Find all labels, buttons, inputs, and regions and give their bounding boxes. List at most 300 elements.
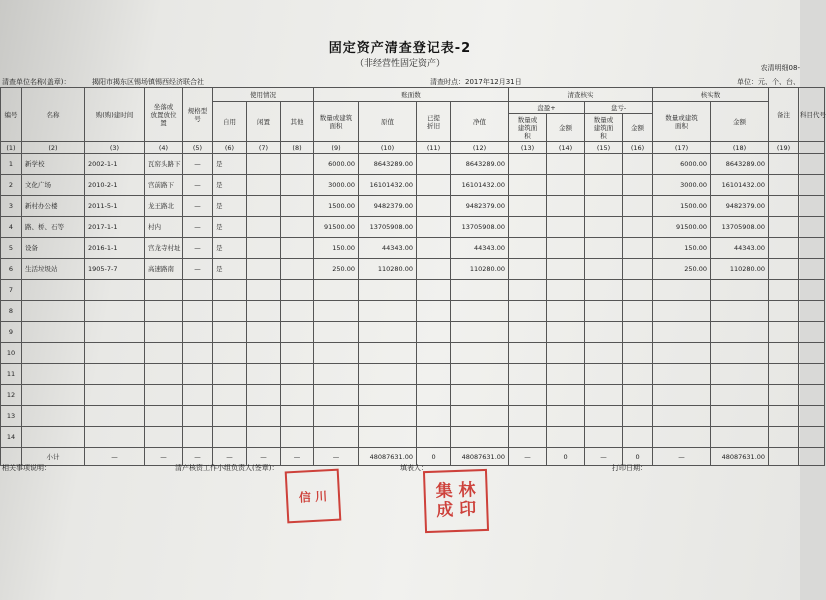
cell-subject <box>799 406 825 427</box>
column-number: (18) <box>711 142 769 154</box>
cell-spec <box>183 322 213 343</box>
cell-orig <box>359 385 417 406</box>
column-number: (15) <box>585 142 623 154</box>
cell-v_amt <box>711 322 769 343</box>
cell-v_amt: 13705908.00 <box>711 217 769 238</box>
cell-c14 <box>585 322 623 343</box>
cell-remark <box>769 427 799 448</box>
cell-c15 <box>623 322 653 343</box>
cell-spec: — <box>183 154 213 175</box>
unit-label: 清查单位名称(盖章)： <box>2 78 71 86</box>
cell: 0 <box>623 448 653 466</box>
cell-subject <box>799 280 825 301</box>
cell-c14 <box>585 427 623 448</box>
cell-subject <box>799 238 825 259</box>
cell-v_area: 6000.00 <box>653 154 711 175</box>
cell-other <box>281 154 314 175</box>
cell-c15 <box>623 238 653 259</box>
cell-spec <box>183 406 213 427</box>
cell: — <box>509 448 547 466</box>
cell-name: 新学校 <box>22 154 85 175</box>
cell-other <box>281 175 314 196</box>
column-number: (16) <box>623 142 653 154</box>
column-number: (3) <box>85 142 145 154</box>
cell-spec <box>183 427 213 448</box>
cell-other <box>281 259 314 280</box>
cell-date: 1905-7-7 <box>85 259 145 280</box>
cell-subject <box>799 301 825 322</box>
subtotal-v-amount: 48087631.00 <box>711 448 769 466</box>
cell-net <box>451 322 509 343</box>
col-header-surplus-amount: 金额 <box>547 114 585 142</box>
cell-idle <box>247 154 281 175</box>
column-number: (2) <box>22 142 85 154</box>
column-number: (13) <box>509 142 547 154</box>
cell-v_area <box>653 406 711 427</box>
cell-spec: — <box>183 259 213 280</box>
cell-date: 2010-2-1 <box>85 175 145 196</box>
cell-c14 <box>585 385 623 406</box>
cell-loc: 高速路南 <box>145 259 183 280</box>
cell-v_area: 3000.00 <box>653 175 711 196</box>
cell-self <box>213 301 247 322</box>
cell-date <box>85 364 145 385</box>
cell-area <box>314 322 359 343</box>
cell-remark <box>769 280 799 301</box>
cell-loc <box>145 322 183 343</box>
cell-c15 <box>623 154 653 175</box>
cell-depr <box>417 322 451 343</box>
cell-c12 <box>509 259 547 280</box>
cell-name: 路、桥、石等 <box>22 217 85 238</box>
col-header-orig: 原值 <box>359 102 417 142</box>
cell-v_area: 1500.00 <box>653 196 711 217</box>
column-number: (4) <box>145 142 183 154</box>
cell-v_amt: 16101432.00 <box>711 175 769 196</box>
column-number: (12) <box>451 142 509 154</box>
cell-loc <box>145 427 183 448</box>
cell-net: 8643289.00 <box>451 154 509 175</box>
cell-c14 <box>585 301 623 322</box>
cell-no: 13 <box>1 406 22 427</box>
cell-no: 10 <box>1 343 22 364</box>
cell-self: 是 <box>213 175 247 196</box>
column-number: (5) <box>183 142 213 154</box>
cell-orig: 8643289.00 <box>359 154 417 175</box>
cell-net: 16101432.00 <box>451 175 509 196</box>
cell-idle <box>247 217 281 238</box>
cell-c13 <box>547 322 585 343</box>
cell-c15 <box>623 427 653 448</box>
column-number: (17) <box>653 142 711 154</box>
col-header-surplus-qty: 数量或 建筑面 积 <box>509 114 547 142</box>
table-row <box>1 385 825 406</box>
cell-other <box>281 343 314 364</box>
table-row <box>1 322 825 343</box>
cell-loc <box>145 280 183 301</box>
table-row <box>1 427 825 448</box>
cell-orig: 44343.00 <box>359 238 417 259</box>
seal-line-2: 成 印 <box>436 499 477 521</box>
cell-area: 3000.00 <box>314 175 359 196</box>
cell-v_area: 250.00 <box>653 259 711 280</box>
column-number: (19) <box>769 142 799 154</box>
cell-c15 <box>623 301 653 322</box>
cell-depr <box>417 196 451 217</box>
cell-date <box>85 322 145 343</box>
cell-c15 <box>623 343 653 364</box>
cell: — <box>314 448 359 466</box>
cell-idle <box>247 322 281 343</box>
leader-sign-label: 清产核资工作小组负责人(签章)： <box>175 464 279 472</box>
col-header-loss-qty: 数量或 建筑面 积 <box>585 114 623 142</box>
cell-subject <box>799 175 825 196</box>
table-row <box>1 217 825 238</box>
cell-v_amt: 110280.00 <box>711 259 769 280</box>
cell-depr <box>417 301 451 322</box>
cell-v_amt <box>711 427 769 448</box>
cell-c12 <box>509 343 547 364</box>
filler-label: 填表人： <box>400 464 428 472</box>
cell-c13 <box>547 154 585 175</box>
unit-name: 揭阳市揭东区锡场镇锡西经济联合社 <box>92 78 204 86</box>
cell-self: 是 <box>213 196 247 217</box>
cell-c14 <box>585 280 623 301</box>
cell-area <box>314 427 359 448</box>
column-number: (10) <box>359 142 417 154</box>
document-title: 固定资产清查登记表-2 <box>328 41 472 56</box>
cell-subject <box>799 343 825 364</box>
cell-c13 <box>547 427 585 448</box>
cell-c13 <box>547 217 585 238</box>
column-number: (1) <box>1 142 22 154</box>
cell-orig: 110280.00 <box>359 259 417 280</box>
cell-net <box>451 427 509 448</box>
cell <box>769 448 799 466</box>
cell-depr <box>417 154 451 175</box>
cell-self <box>213 364 247 385</box>
cell: — <box>653 448 711 466</box>
cell-spec: — <box>183 175 213 196</box>
cell-orig: 13705908.00 <box>359 217 417 238</box>
cell-area: 250.00 <box>314 259 359 280</box>
col-header-book: 账面数 <box>314 88 509 102</box>
audit-date: 清查时点：2017年12月31日 <box>430 78 522 86</box>
cell: — <box>585 448 623 466</box>
cell-c15 <box>623 259 653 280</box>
cell-date: 2016-1-1 <box>85 238 145 259</box>
table-row <box>1 364 825 385</box>
table-row <box>1 238 825 259</box>
cell-spec <box>183 364 213 385</box>
form-code: 农清明细08- <box>760 64 800 72</box>
cell: — <box>247 448 281 466</box>
cell-v_amt <box>711 364 769 385</box>
cell-depr <box>417 175 451 196</box>
cell-self: 是 <box>213 154 247 175</box>
cell-name <box>22 385 85 406</box>
cell-spec <box>183 343 213 364</box>
cell-c14 <box>585 217 623 238</box>
notes-label: 相关事项说明： <box>2 464 51 472</box>
cell-v_area <box>653 301 711 322</box>
column-number: (11) <box>417 142 451 154</box>
cell-c14 <box>585 259 623 280</box>
cell-name <box>22 427 85 448</box>
cell-other <box>281 427 314 448</box>
col-header-other: 其他 <box>281 102 314 142</box>
col-header-verified: 核实数 <box>653 88 769 102</box>
cell-name <box>22 301 85 322</box>
cell-date <box>85 301 145 322</box>
cell-remark <box>769 154 799 175</box>
col-header-self-use: 自用 <box>213 102 247 142</box>
cell-spec <box>183 385 213 406</box>
cell-v_area: 91500.00 <box>653 217 711 238</box>
cell-name <box>22 406 85 427</box>
cell-c14 <box>585 406 623 427</box>
cell-idle <box>247 175 281 196</box>
cell-v_area <box>653 322 711 343</box>
cell-c15 <box>623 364 653 385</box>
cell-c14 <box>585 196 623 217</box>
cell: — <box>183 448 213 466</box>
col-header-v-area: 数量或建筑 面积 <box>653 102 711 142</box>
cell-date <box>85 280 145 301</box>
cell-net <box>451 280 509 301</box>
cell-subject <box>799 217 825 238</box>
cell-c13 <box>547 238 585 259</box>
col-header-audit: 清查核实 <box>509 88 653 102</box>
table-row <box>1 406 825 427</box>
cell-c12 <box>509 364 547 385</box>
cell-subject <box>799 427 825 448</box>
cell-spec: — <box>183 196 213 217</box>
cell-net: 9482379.00 <box>451 196 509 217</box>
seal-stamp-left: 信 川 <box>285 469 342 524</box>
cell-net: 44343.00 <box>451 238 509 259</box>
cell-c12 <box>509 322 547 343</box>
cell-c12 <box>509 196 547 217</box>
cell-c12 <box>509 406 547 427</box>
cell-net <box>451 406 509 427</box>
cell-remark <box>769 364 799 385</box>
col-header-usage: 使用情况 <box>213 88 314 102</box>
cell-date: 2002-1-1 <box>85 154 145 175</box>
subtotal-orig: 48087631.00 <box>359 448 417 466</box>
cell-depr <box>417 385 451 406</box>
cell-other <box>281 217 314 238</box>
cell-area <box>314 406 359 427</box>
subtotal-label: 小计 <box>22 448 85 466</box>
cell-c13 <box>547 301 585 322</box>
cell-remark <box>769 259 799 280</box>
cell-idle <box>247 301 281 322</box>
col-header-v-amount: 金额 <box>711 102 769 142</box>
cell-loc: 龙王路北 <box>145 196 183 217</box>
cell-depr <box>417 406 451 427</box>
cell-date <box>85 343 145 364</box>
cell-date <box>85 385 145 406</box>
cell-v_area <box>653 364 711 385</box>
cell-no: 12 <box>1 385 22 406</box>
cell-no: 14 <box>1 427 22 448</box>
cell-loc <box>145 364 183 385</box>
cell-c15 <box>623 280 653 301</box>
cell-no: 11 <box>1 364 22 385</box>
cell-subject <box>799 385 825 406</box>
cell-other <box>281 385 314 406</box>
subtotal-net: 48087631.00 <box>451 448 509 466</box>
cell <box>799 448 825 466</box>
cell-remark <box>769 406 799 427</box>
col-header-spec: 规格型 号 <box>183 88 213 142</box>
cell-c12 <box>509 280 547 301</box>
document-subtitle: （非经营性固定资产） <box>354 59 445 69</box>
cell-depr <box>417 280 451 301</box>
cell-no: 4 <box>1 217 22 238</box>
cell-v_amt <box>711 385 769 406</box>
cell-loc <box>145 406 183 427</box>
col-header-depr: 已提 折旧 <box>417 102 451 142</box>
cell-c12 <box>509 238 547 259</box>
cell-no: 2 <box>1 175 22 196</box>
cell-date: 2017-1-1 <box>85 217 145 238</box>
cell-subject <box>799 196 825 217</box>
cell-area <box>314 343 359 364</box>
cell-idle <box>247 343 281 364</box>
cell-c12 <box>509 385 547 406</box>
cell-self <box>213 427 247 448</box>
cell-loc <box>145 343 183 364</box>
cell-remark <box>769 217 799 238</box>
col-header-net: 净值 <box>451 102 509 142</box>
cell-net <box>451 343 509 364</box>
cell-subject <box>799 364 825 385</box>
cell-idle <box>247 196 281 217</box>
cell-name: 新村办公楼 <box>22 196 85 217</box>
cell-date: 2011-5-1 <box>85 196 145 217</box>
cell-idle <box>247 385 281 406</box>
cell-loc <box>145 301 183 322</box>
cell-self <box>213 280 247 301</box>
table-row <box>1 301 825 322</box>
cell-idle <box>247 238 281 259</box>
cell-self <box>213 406 247 427</box>
cell-loc: 宫前路下 <box>145 175 183 196</box>
cell-v_amt: 9482379.00 <box>711 196 769 217</box>
cell-orig <box>359 322 417 343</box>
cell-depr <box>417 343 451 364</box>
cell-idle <box>247 259 281 280</box>
cell-v_area <box>653 280 711 301</box>
cell-c13 <box>547 385 585 406</box>
cell-self <box>213 385 247 406</box>
col-header-name: 名称 <box>22 88 85 142</box>
cell: — <box>281 448 314 466</box>
cell-other <box>281 196 314 217</box>
col-header-idle: 闲置 <box>247 102 281 142</box>
cell-other <box>281 322 314 343</box>
cell-v_area <box>653 343 711 364</box>
cell-no: 8 <box>1 301 22 322</box>
seal-stamp-right <box>423 469 489 533</box>
cell-area: 91500.00 <box>314 217 359 238</box>
cell-depr <box>417 238 451 259</box>
cell-remark <box>769 322 799 343</box>
cell-remark <box>769 196 799 217</box>
cell-name <box>22 280 85 301</box>
cell-remark <box>769 238 799 259</box>
cell: — <box>213 448 247 466</box>
cell-c12 <box>509 427 547 448</box>
cell-remark <box>769 343 799 364</box>
cell-other <box>281 406 314 427</box>
cell-depr <box>417 427 451 448</box>
column-number: (14) <box>547 142 585 154</box>
cell-area <box>314 385 359 406</box>
cell-remark <box>769 175 799 196</box>
column-number <box>799 142 825 154</box>
cell-depr <box>417 217 451 238</box>
cell-idle <box>247 364 281 385</box>
cell-v_amt <box>711 280 769 301</box>
cell-c13 <box>547 196 585 217</box>
cell-name <box>22 364 85 385</box>
cell-c15 <box>623 406 653 427</box>
cell-no: 6 <box>1 259 22 280</box>
cell-orig <box>359 406 417 427</box>
cell-orig: 16101432.00 <box>359 175 417 196</box>
cell-v_area <box>653 427 711 448</box>
table-row <box>1 280 825 301</box>
col-header-build-time: 购(购)建时间 <box>85 88 145 142</box>
cell-orig: 9482379.00 <box>359 196 417 217</box>
col-header-surplus: 盘盈+ <box>509 102 585 114</box>
cell-c15 <box>623 217 653 238</box>
cell-self: 是 <box>213 217 247 238</box>
column-number: (9) <box>314 142 359 154</box>
cell-name: 文化广场 <box>22 175 85 196</box>
cell-area <box>314 301 359 322</box>
col-header-loss-amount: 金额 <box>623 114 653 142</box>
cell-orig <box>359 364 417 385</box>
cell-no: 5 <box>1 238 22 259</box>
cell-c13 <box>547 280 585 301</box>
cell-spec <box>183 280 213 301</box>
cell-c15 <box>623 196 653 217</box>
cell-subject <box>799 154 825 175</box>
cell-v_amt <box>711 301 769 322</box>
cell-subject <box>799 259 825 280</box>
cell-date <box>85 406 145 427</box>
cell-orig <box>359 280 417 301</box>
col-header-remark: 备注 <box>769 88 799 142</box>
column-number: (8) <box>281 142 314 154</box>
cell-c12 <box>509 175 547 196</box>
cell-net <box>451 385 509 406</box>
cell-orig <box>359 301 417 322</box>
cell-c12 <box>509 217 547 238</box>
col-header-location: 坐落或 放置放位 置 <box>145 88 183 142</box>
cell-spec: — <box>183 238 213 259</box>
asset-table <box>0 87 825 466</box>
cell-v_amt: 8643289.00 <box>711 154 769 175</box>
cell-v_area: 150.00 <box>653 238 711 259</box>
cell-name: 设备 <box>22 238 85 259</box>
print-date-label: 打印日期： <box>612 464 647 472</box>
cell-name <box>22 322 85 343</box>
